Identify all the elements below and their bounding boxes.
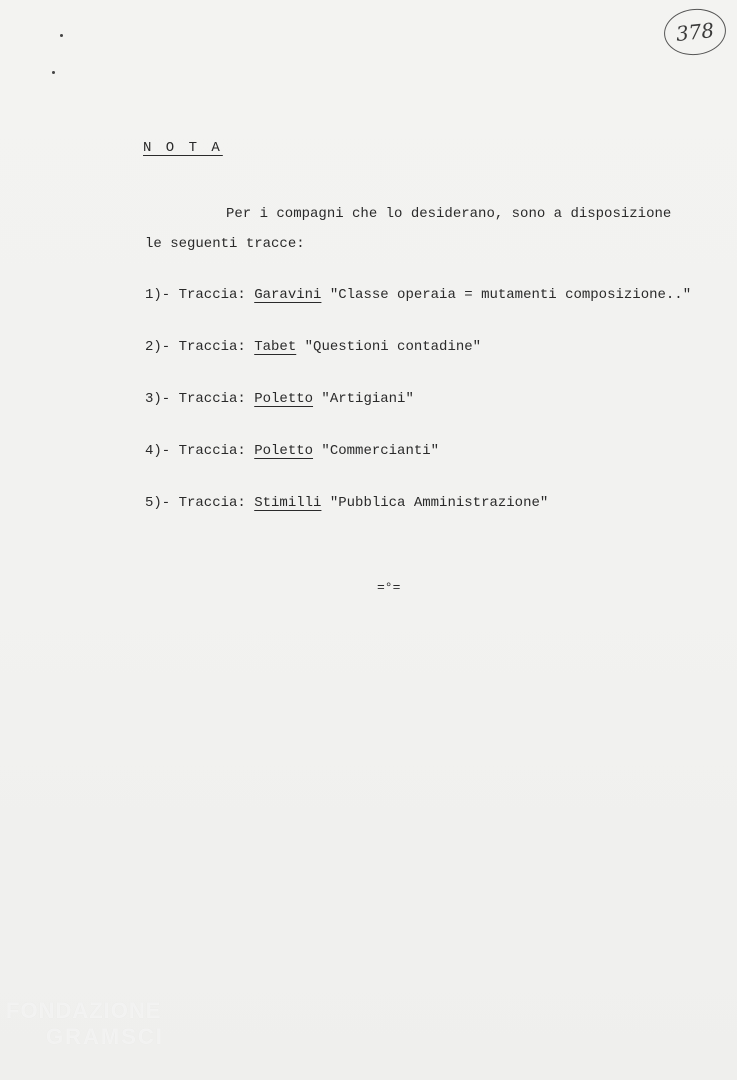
item-author: Poletto [254,391,314,407]
paper-speck [60,34,63,37]
item-prefix: 5)- Traccia: [145,495,255,511]
item-prefix: 4)- Traccia: [145,443,255,459]
list-item [145,339,481,355]
list-item [145,495,548,511]
item-topic: "Pubblica Amministrazione" [321,495,549,511]
item-author: Stimilli [254,495,322,511]
item-prefix: 1)- Traccia: [145,287,255,303]
paper-speck [52,71,55,74]
item-prefix: 2)- Traccia: [145,339,255,355]
item-topic: "Classe operaia = mutamenti composizione.." [321,287,692,303]
list-item [145,391,414,407]
list-item [145,443,439,459]
intro-line-1: Per i compagni che lo desiderano, sono a disposizione [226,206,672,222]
watermark-line-1: FONDAZIONE [6,998,162,1023]
item-topic: "Questioni contadine" [296,339,482,355]
document-title: N O T A [143,140,223,156]
item-author: Garavini [254,287,322,303]
item-author: Tabet [254,339,297,355]
watermark-line-2: GRAMSCI [46,1024,164,1049]
list-item [145,287,691,303]
page-number-stamp: 378 [662,6,728,58]
intro-line-2: le seguenti tracce: [145,236,305,252]
item-prefix: 3)- Traccia: [145,391,255,407]
watermark-logo [6,998,164,1050]
item-topic: "Artigiani" [313,391,414,407]
item-topic: "Commercianti" [313,443,440,459]
end-mark: =°= [377,580,401,595]
item-author: Poletto [254,443,314,459]
